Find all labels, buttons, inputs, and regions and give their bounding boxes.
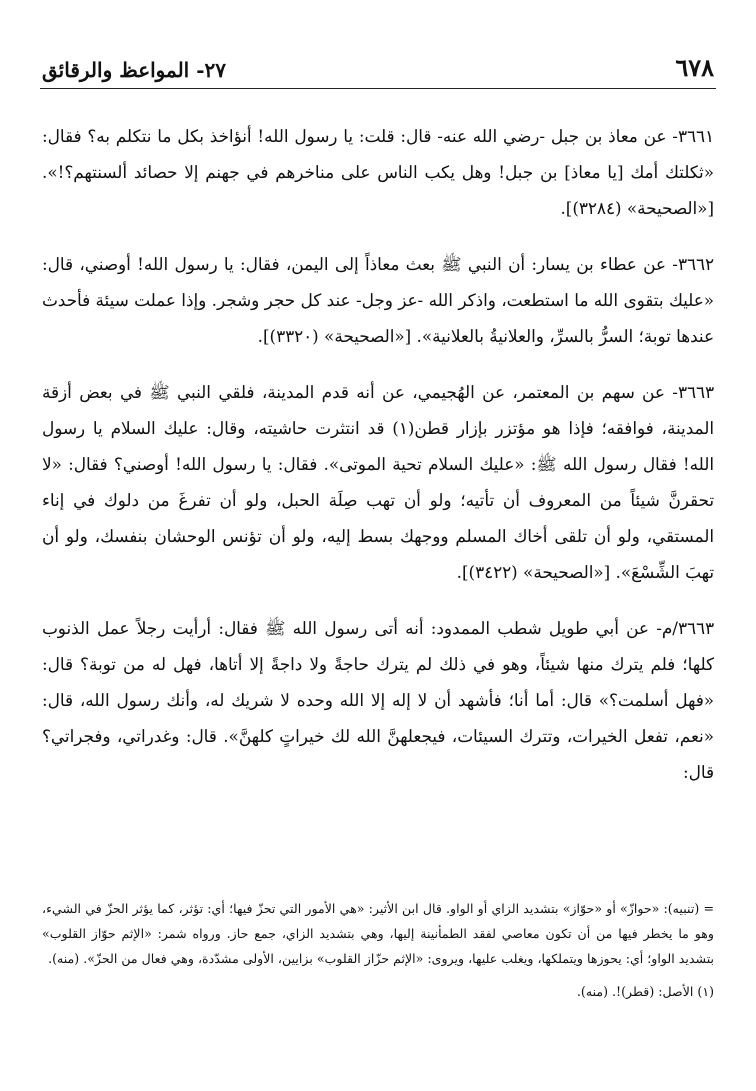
chapter-title: ٢٧- المواعظ والرقائق [42,58,226,82]
footnotes [42,896,714,1006]
hadith-3663 [42,374,714,590]
footnote-continuation: = (تنبيه): «حوازّ» أو «حوّاز» بتشديد الزاي أو الواو. قال ابن الأثير: «هي الأمور التي تحزّ فيها؛ أي: تؤثر، كما يؤثر الحزّ في الشيء، وهو ما يخطر فيها من أن تكون معاصي لفقد الطمأنينة إليها، وهي بتشديد الزاي، جمع حاز. ورواه شمر: «الإثم حوّاز القلوب» بتشديد الواو؛ أي: يحوزها ويتملكها، ويغلب عليها، ويروى: «الإثم حزّاز القلوب» بزايين، الأولى مشدّدة، وهي فعال من الحزّ». (منه). [42,901,714,966]
hadith-text: ٣٦٦١- عن معاذ بن جبل -رضي الله عنه- قال: قلت: يا رسول الله! أنؤاخذ بكل ما نتكلم به؟ فقال: «ثكلتك أمك [يا معاذ] بن جبل! وهل يكب الناس على مناخرهم في جهنم إلا حصائد ألسنتهم؟!». [«الصحيحة» (٣٢٨٤)]. [42,126,714,218]
hadith-3661 [42,118,714,226]
page-number: ٦٧٨ [675,53,714,82]
hadith-3662 [42,246,714,354]
footnote-1: (١) الأصل: (قطر)!. (منه). [576,984,714,999]
page-header [42,38,714,82]
hadith-text: ٣٦٦٣/م- عن أبي طويل شطب الممدود: أنه أتى رسول الله ﷺ فقال: أرأيت رجلاً عمل الذنوب كلها؛ فلم يترك منها شيئاً، وهو في ذلك لم يترك حاجةً ولا داجةً إلا أتاها، فهل له من توبة؟ قال: «فهل أسلمت؟» قال: أما أنا؛ فأشهد أن لا إله إلا الله وحده لا شريك له، وأنك رسول الله، قال: «نعم، تفعل الخيرات، وتترك السيئات، فيجعلهنَّ الله لك خيراتٍ كلهنَّ». قال: وغدراتي، وفجراتي؟ قال: [42,618,714,782]
hadith-3663-m [42,610,714,790]
header-divider [40,88,716,89]
hadith-text: ٣٦٦٢- عن عطاء بن يسار: أن النبي ﷺ بعث معاذاً إلى اليمن، فقال: يا رسول الله! أوصني، قال: «عليك بتقوى الله ما استطعت، واذكر الله -عز وجل- عند كل حجر وشجر. وإذا عملت سيئة فأحدث عندها توبة؛ السرُّ بالسرِّ، والعلانيةُ بالعلانية». [«الصحيحة» (٣٣٢٠)]. [42,254,714,346]
page-body [42,118,714,810]
hadith-text: ٣٦٦٣- عن سهم بن المعتمر، عن الهُجيمي، عن أنه قدم المدينة، فلقي النبي ﷺ في بعض أزقة المدينة، فوافقه؛ فإذا هو مؤتزر بإزار قطن(١) قد انتثرت حاشيته، وقال: عليك السلام يا رسول الله! فقال رسول الله ﷺ: «عليك السلام تحية الموتى». فقال: يا رسول الله! أوصني؟ فقال: «لا تحقرنَّ شيئاً من المعروف أن تأتيه؛ ولو أن تهب صِلَة الحبل، ولو أن تفرغَ من دلوك في إناء المستقي، ولو أن تلقى أخاك المسلم ووجهك بسط إليه، ولو أن تؤنس الوحشان بنفسك، ولو أن تهبَ الشِّسْعَ». [«الصحيحة» (٣٤٢٢)]. [42,382,714,582]
